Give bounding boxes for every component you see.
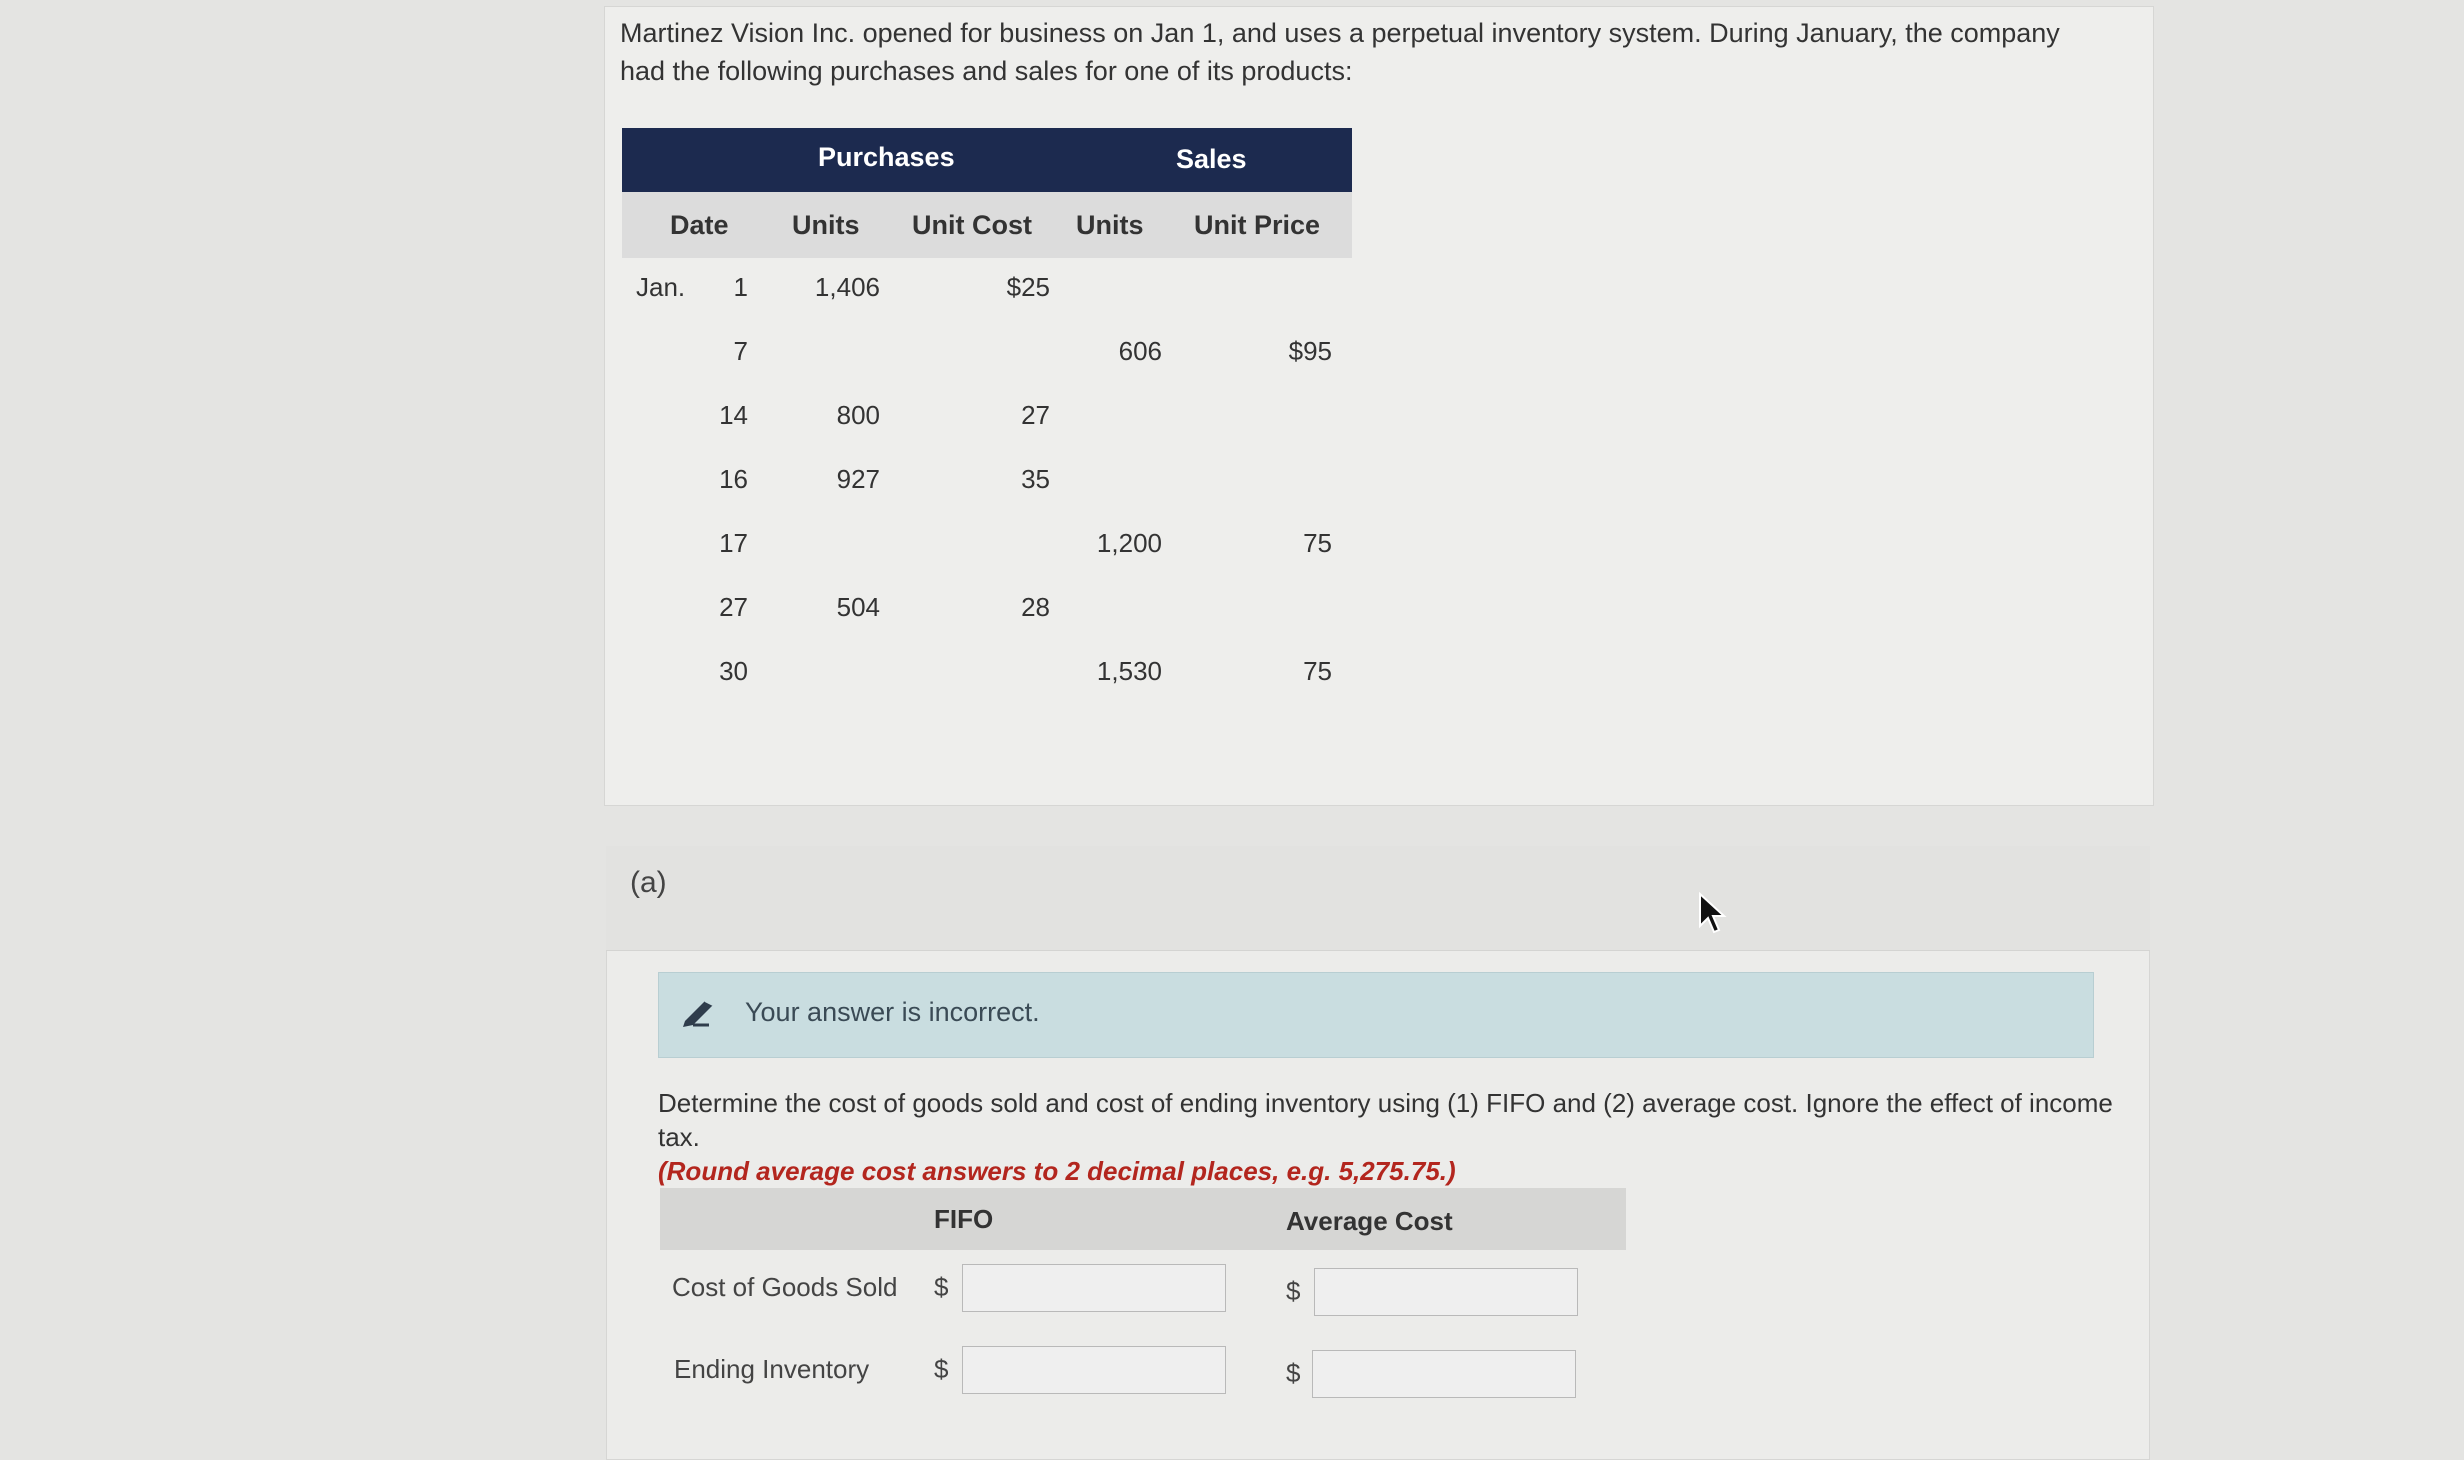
col-purchase-units: Units [792, 210, 860, 240]
pencil-icon [679, 991, 721, 1033]
answer-table-header [660, 1188, 1626, 1250]
row-month: Jan. [636, 272, 686, 302]
average-cost-header: Average Cost [1286, 1206, 1453, 1236]
row-unit-price: 75 [1303, 528, 1332, 558]
row-unit-cost: 27 [1021, 400, 1050, 430]
sales-header: Sales [1176, 144, 1247, 174]
col-date: Date [670, 210, 729, 240]
row-day: 1 [733, 272, 748, 302]
col-unit-cost: Unit Cost [912, 210, 1032, 240]
row-unit-cost: 35 [1021, 464, 1050, 494]
table-row [622, 322, 1352, 386]
table-row [622, 450, 1352, 514]
ending-inventory-label: Ending Inventory [674, 1354, 870, 1384]
row-day: 7 [733, 336, 748, 366]
table-column-header [622, 192, 1352, 258]
row-unit-price: $95 [1288, 336, 1332, 366]
row-day: 14 [719, 400, 748, 430]
table-row [622, 514, 1352, 578]
table-row [622, 386, 1352, 450]
instructions [658, 1086, 2118, 1188]
row-sales-units: 606 [1118, 336, 1162, 366]
rounding-hint: (Round average cost answers to 2 decimal places, e.g. 5,275.75.) [658, 1156, 1456, 1186]
part-a-header [606, 846, 2150, 951]
incorrect-answer-alert [658, 972, 2094, 1058]
row-unit-cost: 28 [1021, 592, 1050, 622]
cogs-fifo-input[interactable] [962, 1264, 1226, 1312]
cogs-label: Cost of Goods Sold [672, 1272, 898, 1302]
row-sales-units: 1,530 [1096, 656, 1162, 686]
ending-inventory-fifo-input[interactable] [962, 1346, 1226, 1394]
part-a-label: (a) [630, 866, 667, 899]
problem-intro: Martinez Vision Inc. opened for business on Jan 1, and uses a perpetual inventory system. During January, the company had the following purchases and sales for one of its products: [620, 18, 2060, 86]
row-purchase-units: 504 [836, 592, 880, 622]
row-day: 30 [719, 656, 748, 686]
row-sales-units: 1,200 [1096, 528, 1162, 558]
ending-inventory-average-input[interactable] [1312, 1350, 1576, 1398]
currency-symbol: $ [1286, 1358, 1301, 1388]
currency-symbol: $ [1286, 1276, 1301, 1306]
cogs-average-input[interactable] [1314, 1268, 1578, 1316]
currency-symbol: $ [934, 1354, 949, 1384]
row-day: 16 [719, 464, 748, 494]
table-row [622, 642, 1352, 706]
row-unit-cost: $25 [1006, 272, 1050, 302]
row-day: 27 [719, 592, 748, 622]
currency-symbol: $ [934, 1272, 949, 1302]
fifo-header: FIFO [934, 1204, 994, 1234]
instruction-text: Determine the cost of goods sold and cost of ending inventory using (1) FIFO and (2) average cost. Ignore the effect of income tax. [658, 1088, 2113, 1152]
inventory-table [622, 128, 1352, 706]
col-sales-units: Units [1076, 210, 1144, 240]
col-unit-price: Unit Price [1194, 210, 1321, 240]
purchases-header: Purchases [818, 142, 955, 172]
table-row [622, 578, 1352, 642]
row-purchase-units: 927 [836, 464, 880, 494]
row-purchase-units: 800 [836, 400, 880, 430]
table-group-header [622, 128, 1352, 192]
alert-text: Your answer is incorrect. [745, 997, 1040, 1027]
row-day: 17 [719, 528, 748, 558]
row-unit-price: 75 [1303, 656, 1332, 686]
mouse-pointer-icon [1698, 892, 1728, 936]
row-purchase-units: 1,406 [814, 272, 880, 302]
table-row [622, 258, 1352, 322]
